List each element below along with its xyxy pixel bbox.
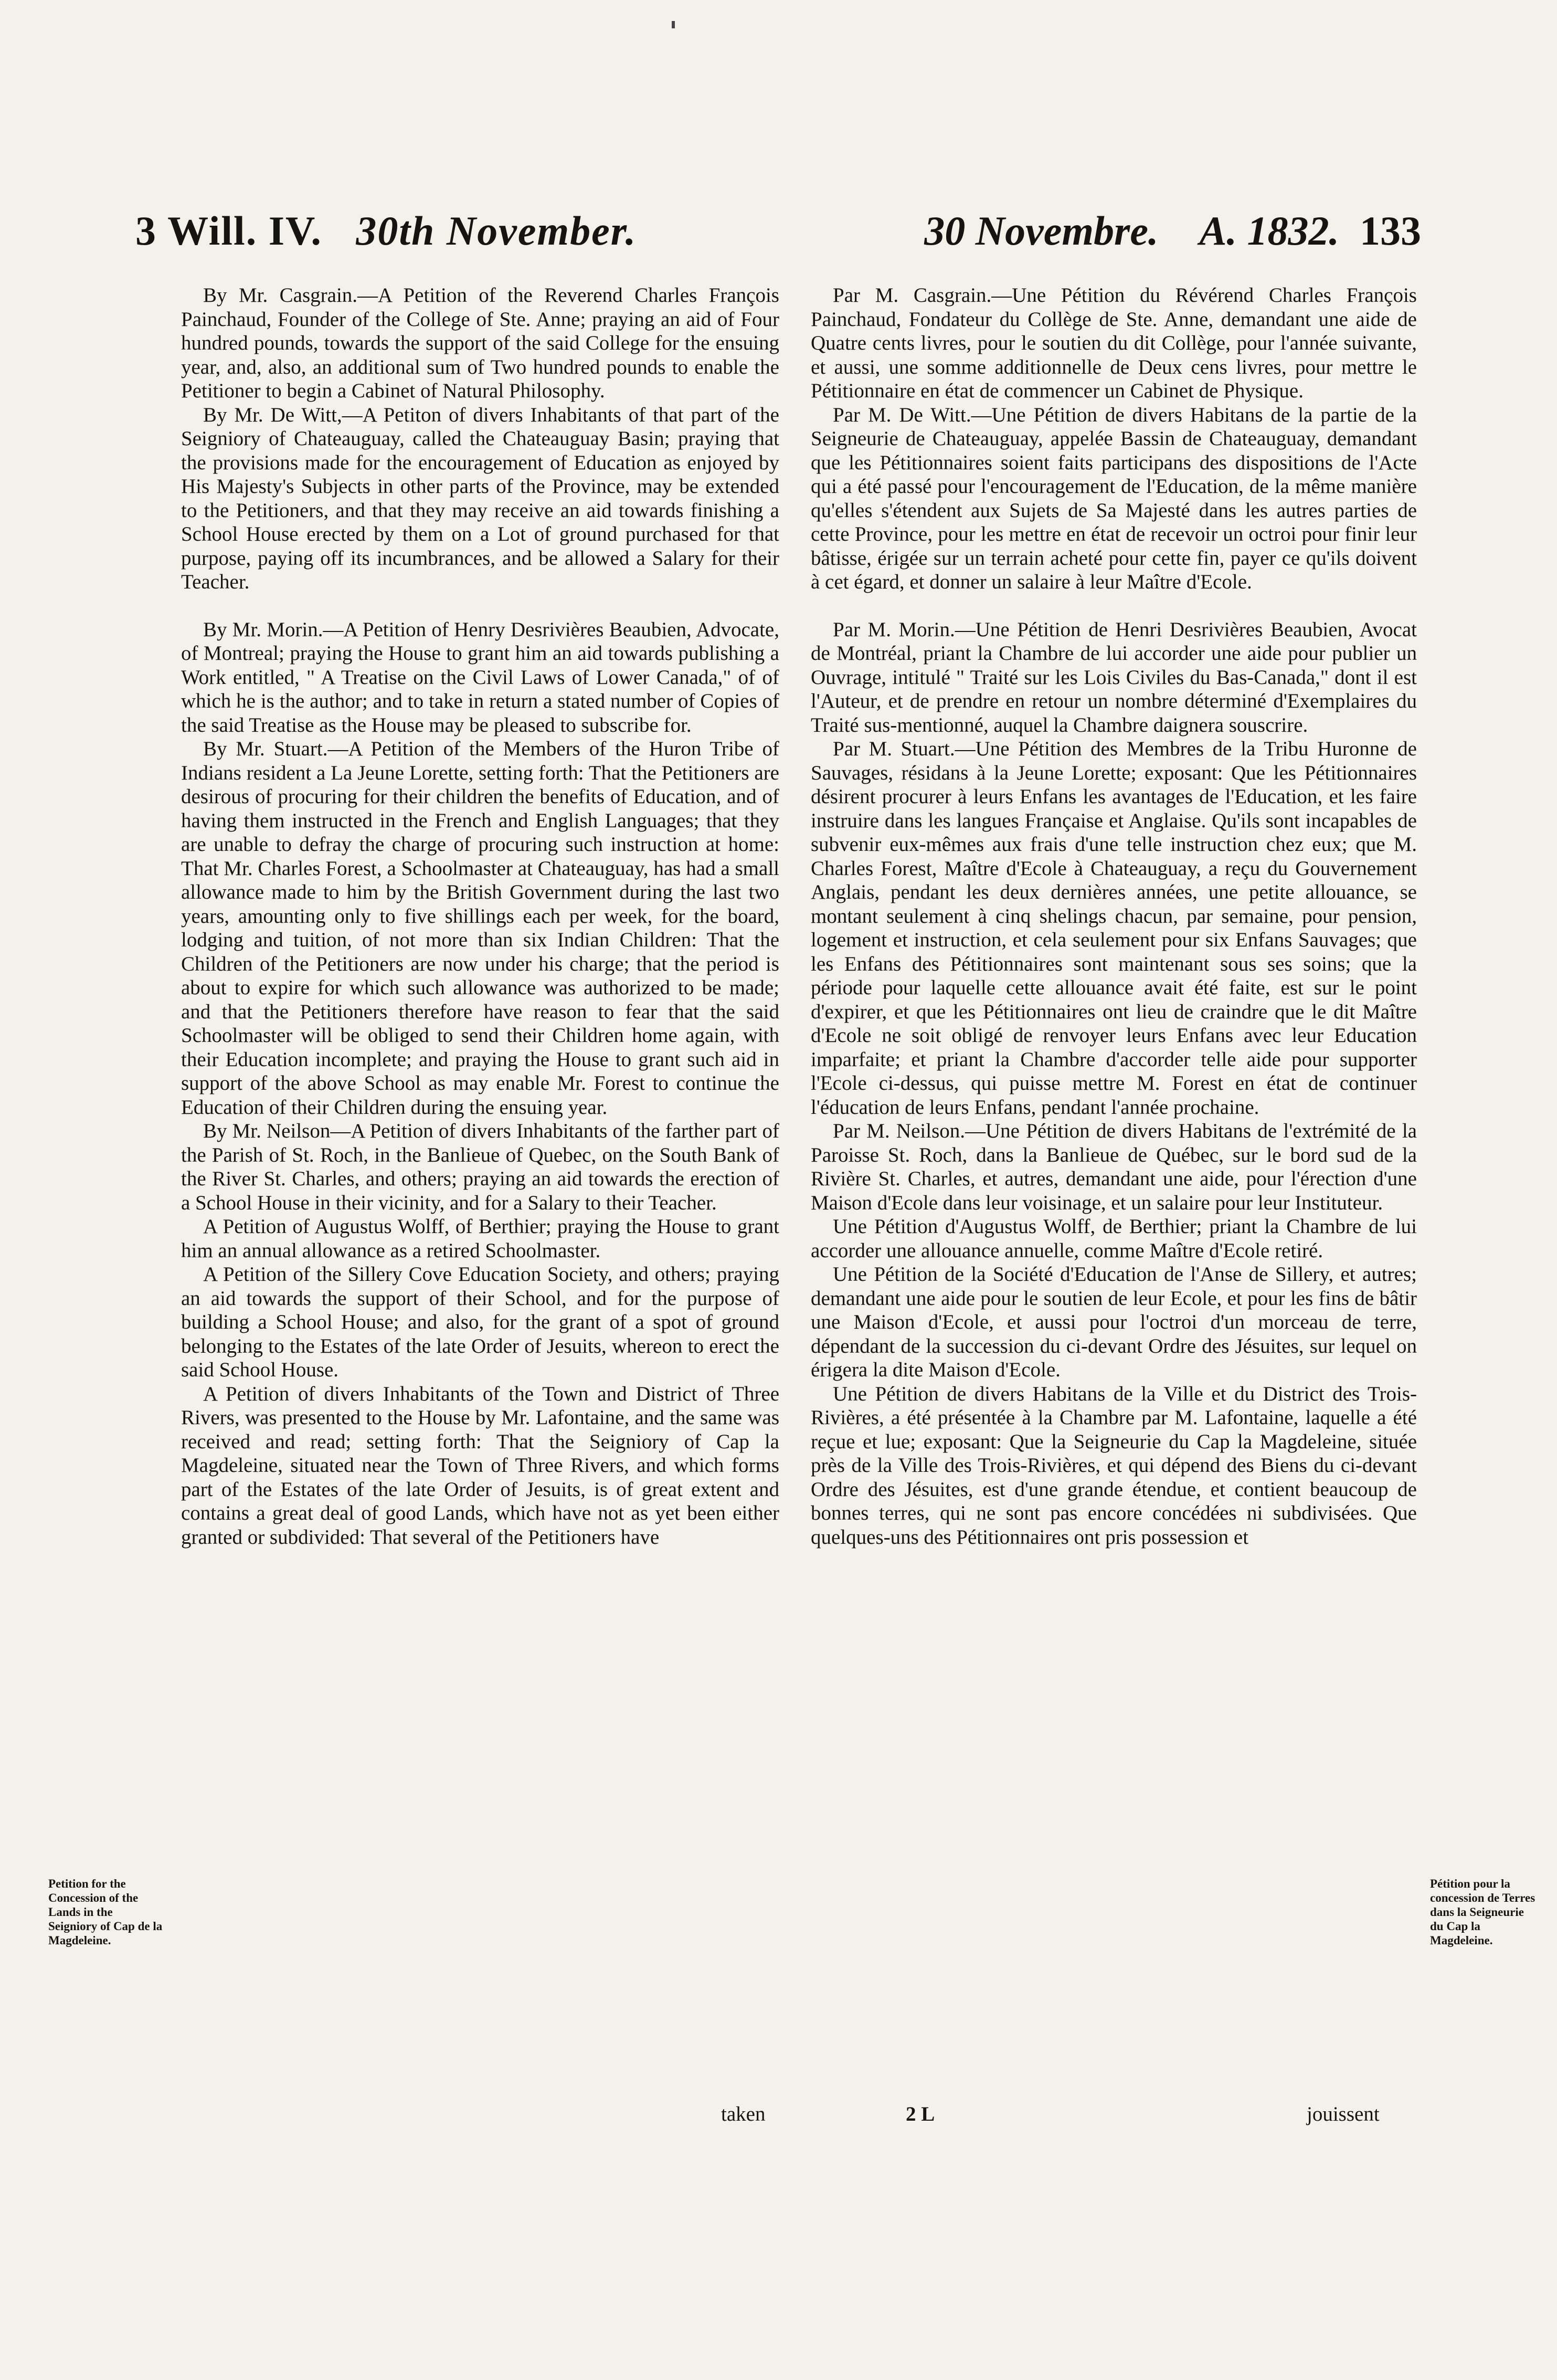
en-paragraph: By Mr. Neilson—A Petition of divers Inhabitants of the farther part of the Parish of St. Roch, in the Banlieue of Quebec, on the South Bank of the River St. Charles, and others; praying an aid towards the erection of a School House in their vicinity, and for a Salary to their Teacher. <box>181 1120 779 1214</box>
print-speck <box>672 21 675 28</box>
running-header <box>135 207 1421 270</box>
margin-note-left: Petition for the Concession of the Lands in the Seigniory of Cap de la Magdeleine. <box>48 1877 163 1947</box>
fr-paragraph: Par M. Neilson.—Une Pétition de divers Habitans de l'extrémité de la Paroisse St. Roch, dans la Banlieue de Québec, sur le bord sud de la Rivière St. Charles, et autres, demandant une aide, pour l'érection d'une Maison d'Ecole dans leur voisinage, et un salaire pour leur Instituteur. <box>811 1120 1417 1214</box>
french-column <box>811 283 1417 1549</box>
signature-mark: 2 L <box>906 2103 935 2125</box>
en-paragraph: A Petition of divers Inhabitants of the Town and District of Three Rivers, was presented to the House by Mr. Lafontaine, and the same was received and read; setting forth: That the Seigniory of Cap la Magdeleine, situated near the Town of Three Rivers, and which forms part of the Estates of the late Order of Jesuits, is of great extent and contains a great deal of good Lands, which have not as yet been either granted or subdivided: That several of the Petitioners have <box>181 1382 779 1549</box>
en-paragraph: By Mr. De Witt,—A Petiton of divers Inhabitants of that part of the Seigniory of Chateauguay, called the Chateauguay Basin; praying that the provisions made for the encouragement of Education as enjoyed by His Majesty's Subjects in other parts of the Province, may be extended to the Petitioners, and that they may receive an aid towards finishing a School House erected by them on a Lot of ground purchased for that purpose, paying off its incumbrances, and be allowed a Salary for their Teacher. <box>181 403 779 593</box>
margin-note-right: Pétition pour la concession de Terres dans la Seigneurie du Cap la Magdeleine. <box>1430 1877 1535 1947</box>
header-date-fr: 30 Novembre. <box>924 208 1159 254</box>
catchword-english: taken <box>721 2103 766 2125</box>
header-left <box>135 207 637 255</box>
catchword-french: jouissent <box>1307 2103 1380 2125</box>
fr-paragraph: Par M. De Witt.—Une Pétition de divers Habitans de la partie de la Seigneurie de Chateauguay, appelée Bassin de Chateauguay, demandant que les Pétitionnaires soient faits participans des dispositions de l'Acte qui a été passé pour l'encouragement de l'Education, de la même manière qu'elles s'étendent aux Sujets de Sa Majesté dans les autres parties de cette Province, pour les mettre en état de recevoir un octroi pour finir leur bâtisse, érigée sur un terrain acheté pour cette fin, payer ce qu'ils doivent à cet égard, et donner un salaire à leur Maître d'Ecole. <box>811 403 1417 593</box>
en-paragraph: A Petition of the Sillery Cove Education Society, and others; praying an aid towards the support of their School, and for the purpose of building a School House; and also, for the grant of a spot of ground belonging to the Estates of the late Order of Jesuits, whereon to erect the said School House. <box>181 1263 779 1381</box>
fr-paragraph: Par M. Morin.—Une Pétition de Henri Desrivières Beaubien, Avocat de Montréal, priant la Chambre de lui accorder une aide pour publier un Ouvrage, intitulé " Traité sur les Lois Civiles du Bas-Canada," dont il est l'Auteur, et de prendre en retour un nombre déterminé d'Exemplaires du Traité sus-mentionné, auquel la Chambre daignera souscrire. <box>811 618 1417 736</box>
fr-paragraph: Une Pétition de la Société d'Education de l'Anse de Sillery, et autres; demandant une aide pour le soutien de leur Ecole, et pour les fins de bâtir une Maison d'Ecole, et aussi pour l'octroi d'un morceau de terre, dépendant de la succession du ci-devant Ordre des Jésuites, sur lequel on érigera la dite Maison d'Ecole. <box>811 1263 1417 1381</box>
english-column <box>181 283 779 1549</box>
en-paragraph: By Mr. Stuart.—A Petition of the Members of the Huron Tribe of Indians resident a La Jeune Lorette, setting forth: That the Petitioners are desirous of procuring for their children the benefits of Education, and of having them instructed in the French and English Languages; that they are unable to defray the charge of procuring such instruction at home: That Mr. Charles Forest, a Schoolmaster at Chateauguay, has had a small allowance made to him by the British Government during the last two years, amounting only to five shillings each per week, for the board, lodging and tuition, of not more than six Indian Children: That the Children of the Petitioners are now under his charge; that the period is about to expire for which such allowance was authorized to be made; and that the Petitioners therefore have reason to fear that the said Schoolmaster will be obliged to send their Children home again, with their Education incomplete; and praying the House to grant such aid in support of the above School as may enable Mr. Forest to continue the Education of their Children during the ensuing year. <box>181 738 779 1119</box>
header-year: A. 1832. <box>1199 208 1339 254</box>
en-paragraph: By Mr. Morin.—A Petition of Henry Desrivières Beaubien, Advocate, of Montreal; praying the House to grant him an aid towards publishing a Work entitled, " A Treatise on the Civil Laws of Lower Canada," of of which he is the author; and to take in return a stated number of Copies of the said Treatise as the House may be pleased to subscribe for. <box>181 618 779 736</box>
fr-paragraph: Par M. Casgrain.—Une Pétition du Révérend Charles François Painchaud, Fondateur du Collège de Ste. Anne, demandant une aide de Quatre cents livres, pour le soutien du dit Collège, pour l'année suivante, et aussi, une somme additionnelle de Deux cens livres, pour mettre le Pétitionnaire en état de commencer un Cabinet de Physique. <box>811 284 1417 402</box>
header-date-en: 30th November. <box>356 208 637 254</box>
header-right <box>924 207 1421 255</box>
page-number: 133 <box>1360 208 1421 254</box>
en-paragraph: A Petition of Augustus Wolff, of Berthier; praying the House to grant him an annual allowance as a retired Schoolmaster. <box>181 1215 779 1262</box>
en-paragraph: By Mr. Casgrain.—A Petition of the Reverend Charles François Painchaud, Founder of the College of Ste. Anne; praying an aid of Four hundred pounds, towards the support of the said College for the ensuing year, and, also, an additional sum of Two hundred pounds to enable the Petitioner to begin a Cabinet of Natural Philosophy. <box>181 284 779 402</box>
fr-paragraph: Une Pétition d'Augustus Wolff, de Berthier; priant la Chambre de lui accorder une allouance annuelle, comme Maître d'Ecole retiré. <box>811 1215 1417 1262</box>
header-session: 3 Will. IV. <box>135 208 322 254</box>
fr-paragraph: Par M. Stuart.—Une Pétition des Membres de la Tribu Huronne de Sauvages, résidans à la Jeune Lorette; exposant: Que les Pétitionnaires désirent procurer à leurs Enfans les avantages de l'Education, et les faire instruire dans les langues Française et Anglaise. Qu'ils sont incapables de subvenir eux-mêmes aux frais d'une telle instruction chez eux; que M. Charles Forest, Maître d'Ecole à Chateauguay, a reçu du Gouvernement Anglais, pendant les deux dernières années, une petite allouance, se montant seulement à cinq shelings chacun, par semaine, pour pension, logement et instruction, et cela seulement pour six Enfans Sauvages; que les Enfans des Pétitionnaires sont maintenant sous ses soins; que la période pour laquelle cette allouance avait été faite, est sur le point d'expirer, et que les Pétitionnaires ont lieu de craindre que le dit Maître d'Ecole ne soit obligé de renvoyer leurs Enfans avec leur Education imparfaite; et priant la Chambre d'accorder telle aide pour supporter l'Ecole ci-dessus, qui puisse mettre M. Forest en état de continuer l'éducation de leurs Enfans, pendant l'année prochaine. <box>811 738 1417 1119</box>
fr-paragraph: Une Pétition de divers Habitans de la Ville et du District des Trois-Rivières, a été présentée à la Chambre par M. Lafontaine, laquelle a été reçue et lue; exposant: Que la Seigneurie du Cap la Magdeleine, située près de la Ville des Trois-Rivières, et qui dépend des Biens du ci-devant Ordre des Jésuites, est d'une grande étendue, et contient beaucoup de bonnes terres, qui ne sont pas encore concédées ni subdivisées. Que quelques-uns des Pétitionnaires ont pris possession et <box>811 1382 1417 1549</box>
